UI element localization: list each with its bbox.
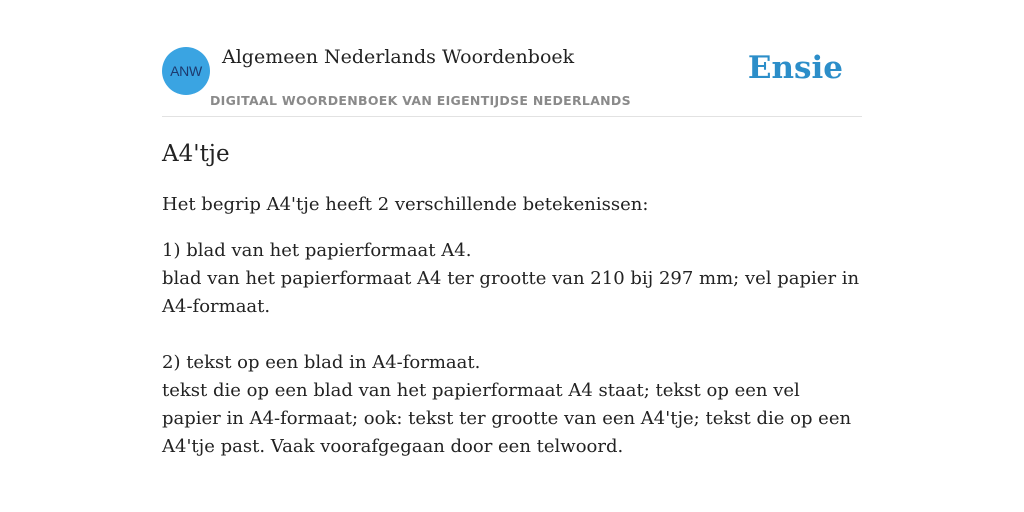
meaning-item: [162, 237, 862, 321]
site-header: [162, 46, 862, 117]
site-subtitle: DIGITAAL WOORDENBOEK VAN EIGENTIJDSE NEDERLANDS: [210, 93, 631, 108]
meaning-item: [162, 349, 862, 461]
entry-word-title: A4'tje: [162, 141, 230, 167]
entry-intro: Het begrip A4'tje heeft 2 verschillende betekenissen:: [162, 194, 649, 215]
meaning-heading: 2) tekst op een blad in A4-formaat.: [162, 352, 481, 373]
meaning-heading: 1) blad van het papierformaat A4.: [162, 240, 472, 261]
anw-logo-icon[interactable]: ANW: [162, 47, 210, 95]
entry-content: [162, 138, 862, 461]
ensie-brand-link[interactable]: Ensie: [747, 50, 843, 86]
site-title[interactable]: Algemeen Nederlands Woordenboek: [222, 46, 575, 68]
meaning-definition: tekst die op een blad van het papierformaat A4 staat; tekst op een vel papier in A4-formaat; ook: tekst ter grootte van een A4'tje; tekst die op een A4'tje past. Vaak voorafgegaan door een telwoord.: [162, 380, 852, 457]
meaning-definition: blad van het papierformaat A4 ter grootte van 210 bij 297 mm; vel papier in A4-formaat.: [162, 268, 860, 317]
